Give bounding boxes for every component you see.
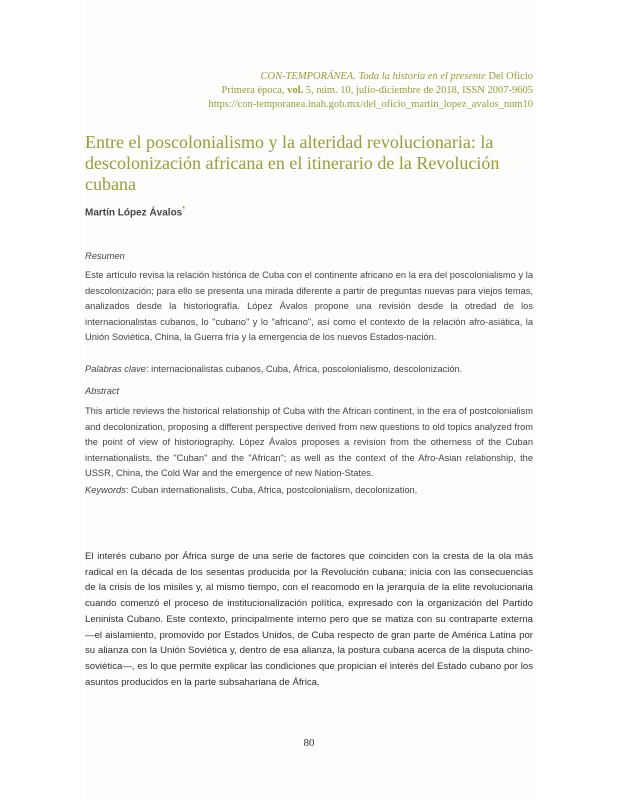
right-margin <box>533 0 618 800</box>
keywords-text: : Cuban internationalists, Cuba, Africa, postcolonialism, decolonization. <box>125 485 418 495</box>
issue-prefix: Primera época, <box>221 85 288 96</box>
header-line-1 <box>208 70 533 84</box>
keywords-label: Keywords <box>85 485 126 495</box>
journal-header <box>208 70 533 112</box>
abstract-text: This article reviews the historical relationship of Cuba with the African continent, in the era of postcolonialism and decolonization, proposing a different perspective derived from new questions to old topics analyzed from the point of view of historiography. López Ávalos proposes a revision from the otherness of the Cuban internationalists, the "Cuban" and the "African"; as well as the context of the Afro-Asian relationship, the USSR, China, the Cold War and the emergence of new Nation-States. <box>85 406 533 478</box>
body-paragraph: El interés cubano por África surge de una serie de factores que coinciden con la cresta de la ola más radical en la década de los sesentas producida por la Revolución cubana; inicia con las consecuencias de la crisis de los misiles y, al mismo tiempo, con el reacomodo en la jerarquía de la elite revolucionaria cuando comenzó el proceso de institucionalización política, expresado con la organización del Partido Leninista Cubano. Este contexto, principalmente interno pero que se matiza con su contraparte externa —el aislamiento, promovido por Estados Unidos, de Cuba respecto de gran parte de América Latina por su alianza con la Unión Soviética y, dentro de esa alianza, la postura cubana acerca de la disputa chino-soviética—, es lo que permite explicar las condiciones que propician el interés del Estado cubano por los asuntos producidos en la parte subsahariana de África. <box>85 551 533 688</box>
keywords <box>85 483 533 499</box>
issue-details: 5, núm. 10, julio-diciembre de 2018, ISSN 2007-9605 <box>303 85 533 96</box>
palabras-clave <box>85 362 533 378</box>
author-name: Martín López Ávalos <box>85 207 183 219</box>
article-title: Entre el poscolonialismo y la alteridad revolucionaria: la descolonización africana en el itinerario de la Revolución cubana <box>85 132 500 194</box>
resumen-heading: Resumen <box>85 251 125 261</box>
left-margin <box>0 0 85 800</box>
journal-name: CON-TEMPORÁNEA. Toda la historia en el presente <box>260 71 486 82</box>
resumen-text: Este artículo revisa la relación histórica de Cuba con el continente africano en la era del poscolonialismo y la descolonización; para ello se presenta una mirada diferente a partir de preguntas nuevas para viejos temas, analizados desde la historiografía. López Ávalos propone una revisión desde la otredad de los internacionalistas cubanos, lo "cubano" y lo "africano", así como el contexto de la relación afro-asiática, la Unión Soviética, China, la Guerra fría y la emergencia de los nuevos Estados-nación. <box>85 270 533 342</box>
palabras-clave-label: Palabras clave <box>85 364 146 374</box>
author-line <box>85 206 185 218</box>
header-line-2 <box>208 84 533 98</box>
volume-label: vol. <box>287 85 304 96</box>
palabras-clave-text: : internacionalistas cubanos, Cuba, África, poscolonialismo, descolonización. <box>145 364 463 374</box>
section-name: Del Oficio <box>488 71 533 82</box>
abstract-heading: Abstract <box>85 386 120 396</box>
author-footnote-marker[interactable]: * <box>182 206 185 213</box>
article-url[interactable]: https://con-temporanea.inah.gob.mx/del_oficio_martin_lopez_avalos_num10 <box>208 99 533 110</box>
page-number: 80 <box>303 737 315 749</box>
